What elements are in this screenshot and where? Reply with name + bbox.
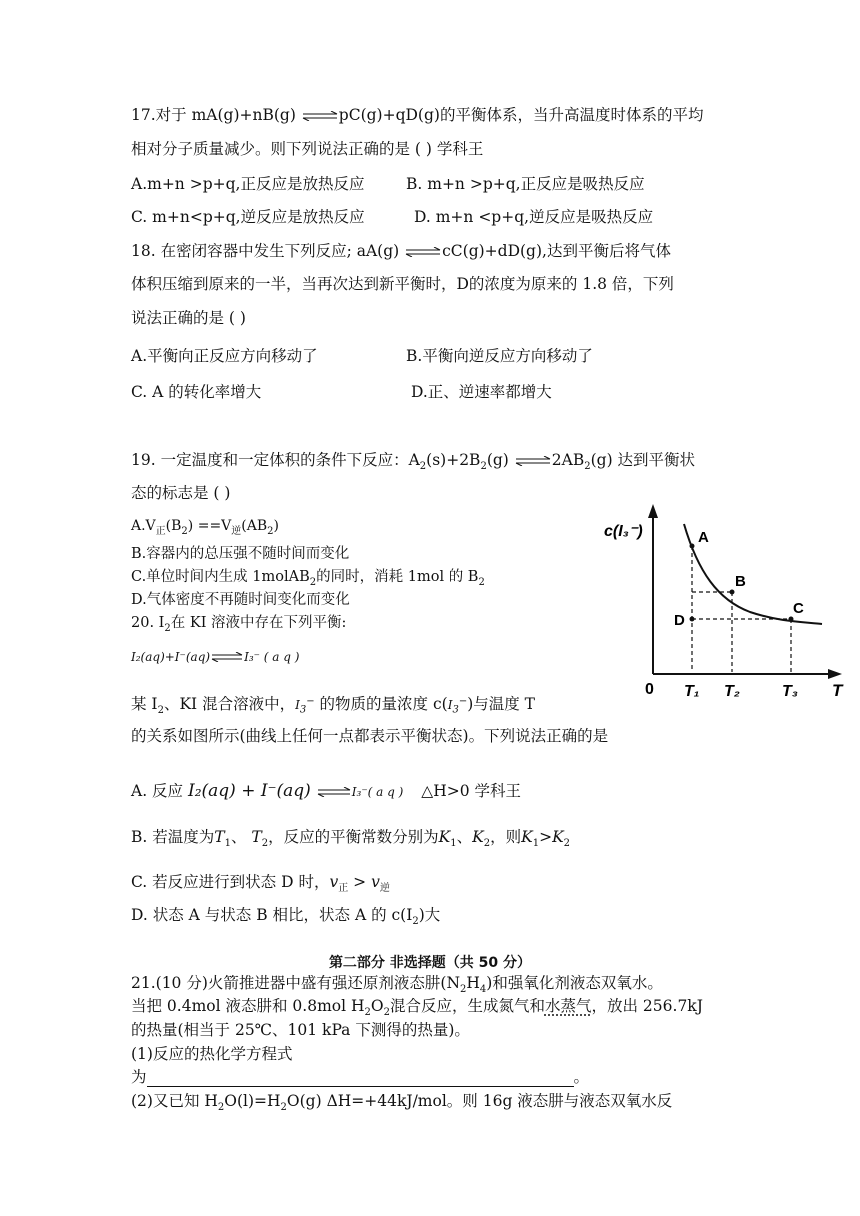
q20-option-d: D. 状态 A 与状态 B 相比，状态 A 的 $c(I_2)$大 [131, 906, 441, 928]
q19-option-d: D.气体密度不再随时间变化而变化 [131, 592, 350, 608]
q17-option-a: A.m+n >p+q,正反应是放热反应 [131, 175, 365, 193]
tick-t3: T₃ [782, 683, 798, 700]
point-d [690, 617, 695, 622]
y-axis-arrow-icon [648, 504, 658, 518]
q19-option-b: B.容器内的总压强不随时间而变化 [131, 546, 350, 562]
label-d: D [674, 612, 685, 629]
label-c: C [793, 600, 804, 617]
x-axis-arrow-icon [828, 669, 842, 679]
point-b [730, 590, 735, 595]
q19-option-a: $A.V_正(B_2) ==V_逆(AB_2)$ [131, 518, 279, 537]
equilibrium-arrow-icon [316, 787, 352, 797]
q20-line1: 20. $I_2$在 KI 溶液中存在下列平衡: [131, 615, 347, 634]
q18-line2: 体积压缩到原来的一半，当再次达到新平衡时，D的浓度为原来的 1.8 倍，下列 [131, 275, 674, 293]
q20-option-b: B. 若温度为$T_1$、 $T_2$，反应的平衡常数分别为$K_1$、$K_2$，则$K_1>K_2$ [131, 828, 571, 850]
q19-line2: 态的标志是 ( ) [131, 484, 231, 502]
q17-line2: 相对分子质量减少。则下列说法正确的是 ( ) 学科王 [131, 140, 484, 158]
q19-option-c: C.单位时间内生成 1molAB$_2$的同时，消耗 1mol 的 $B_2$ [131, 569, 485, 588]
q20-line4: 的关系如图所示(曲线上任何一点都表示平衡状态)。下列说法正确的是 [131, 727, 609, 745]
q19-line1: 19. 一定温度和一定体积的条件下反应：$A_2(s)+2B_2(g)$ $2AB_2(g)$ 达到平衡状 [131, 451, 696, 473]
tick-t2: T₂ [724, 683, 740, 700]
q17-option-d: D. m+n <p+q,逆反应是吸热反应 [414, 208, 654, 226]
equilibrium-arrow-icon [210, 652, 244, 662]
q20-line3: 某 $I_2$、KI 混合溶液中，$I_3^-$ 的物质的量浓度 $c(I_3^-)$与温度 T [131, 695, 536, 717]
label-a: A [698, 529, 709, 546]
y-axis-label: c(I₃⁻) [604, 523, 643, 540]
q17-option-b: B. m+n >p+q,正反应是吸热反应 [406, 175, 645, 193]
q21-line3: 的热量(相当于 25℃、101 kPa 下测得的热量)。 [131, 1021, 470, 1039]
concentration-temperature-graph [600, 502, 850, 702]
q21-line4: (1)反应的热化学方程式 [131, 1045, 293, 1063]
equilibrium-arrow-icon [404, 247, 442, 257]
q21-line6: (2)又已知 $H_2O(l)=H_2O(g)$ ΔH=+44kJ/mol。则 16g 液态肼与液态双氧水反 [131, 1092, 673, 1114]
q18-line3: 说法正确的是 ( ) [131, 309, 246, 327]
q21-line5: 为 。 [131, 1068, 590, 1086]
label-b: B [735, 573, 746, 590]
q17-option-c: C. m+n<p+q,逆反应是放热反应 [131, 208, 365, 226]
q21-line1: 21.(10 分)火箭推进器中盛有强还原剂液态肼$(N_2H_4)$和强氧化剂液态双氧水。 [131, 974, 663, 996]
section-title: 第二部分 非选择题（共 50 分） [328, 955, 532, 971]
x-axis-label: T [832, 681, 843, 700]
q18-line1: 18. 在密闭容器中发生下列反应; aA(g) cC(g)+dD(g),达到平衡后将气体 [131, 242, 671, 260]
point-c [789, 617, 794, 622]
equilibrium-arrow-icon [301, 111, 339, 121]
q18-option-d: D.正、逆速率都增大 [411, 383, 552, 401]
q18-option-a: A.平衡向正反应方向移动了 [131, 347, 318, 365]
tick-t1: T₁ [684, 683, 700, 700]
point-a [690, 544, 695, 549]
q20-option-a: A. 反应 I₂(aq) + I⁻(aq) I₃⁻( a q ) △H>0 学科王 [131, 781, 522, 801]
q21-line2: 当把 0.4mol 液态肼和 0.8mol $H_2O_2$混合反应，生成氮气和水蒸气，放出 256.7kJ [131, 997, 703, 1019]
q17-line1: 17.对于 mA(g)+nB(g) pC(g)+qD(g)的平衡体系，当升高温度时体系的平均 [131, 106, 704, 124]
answer-blank[interactable] [147, 1070, 574, 1087]
q18-option-b: B.平衡向逆反应方向移动了 [406, 347, 593, 365]
origin-label: 0 [645, 681, 654, 698]
q20-equation: I₂(aq)+I⁻(aq) I₃⁻ ( a q ) [131, 650, 300, 664]
q18-option-c: C. A 的转化率增大 [131, 383, 262, 401]
q20-option-c: C. 若反应进行到状态 D 时，$v_正 > v_逆$ [131, 873, 390, 895]
equilibrium-arrow-icon [514, 456, 552, 466]
